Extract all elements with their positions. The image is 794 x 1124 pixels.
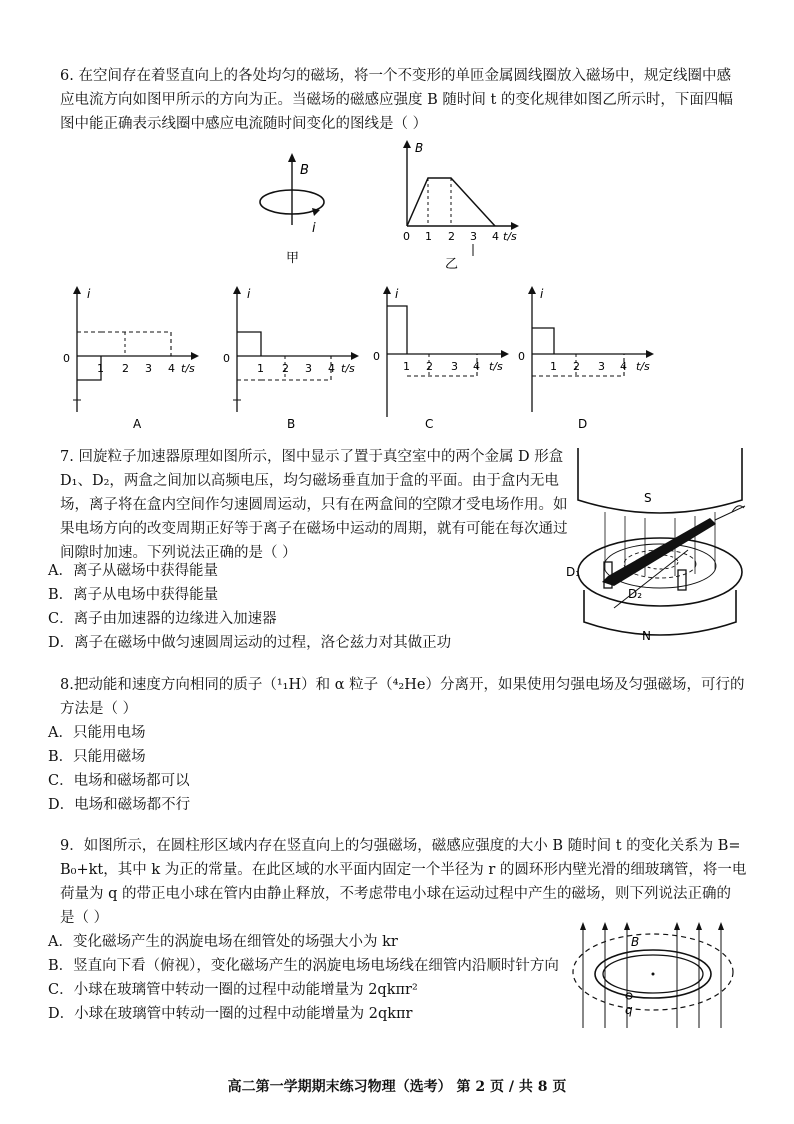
chart-d-tick-2: 2	[573, 360, 580, 373]
chart-c-y-label: i	[395, 287, 399, 301]
chart-a-tick-4: 4	[168, 362, 175, 375]
q6-chart-c	[365, 282, 525, 432]
q6-chart-b	[215, 282, 375, 432]
q6-chart-d	[510, 282, 670, 432]
ring-q-label: q	[625, 1003, 633, 1017]
chart-b-tick-3: 3	[305, 362, 312, 375]
q8-option-c[interactable]: C．电场和磁场都可以	[48, 773, 190, 789]
question-7-stem	[60, 445, 568, 565]
q6-line-1: 6. 在空间存在着竖直向上的各处均匀的磁场，将一个不变形的单匝金属圆线圈放入磁场中，规定线圈中感	[60, 68, 731, 84]
yi-tick-1: 1	[425, 230, 432, 243]
q8-option-a[interactable]: A．只能用电场	[48, 725, 146, 741]
dee-2-label: D₂	[628, 587, 643, 601]
page-footer: 高二第一学期期末练习物理（选考） 第 2 页 / 共 8 页	[227, 1079, 567, 1095]
dee-1-label: D₁	[566, 565, 581, 579]
chart-d-label: D	[578, 417, 588, 431]
chart-c-tick-4: 4	[473, 360, 480, 373]
figure-yi	[395, 138, 525, 278]
chart-a-tick-2: 2	[122, 362, 129, 375]
q9-option-a[interactable]: A．变化磁场产生的涡旋电场在细管处的场强大小为 kr	[48, 934, 398, 950]
q7-line-5: 间隙时加速。下列说法正确的是（ ）	[60, 545, 297, 561]
q7-option-c[interactable]: C．离子由加速器的边缘进入加速器	[48, 611, 277, 627]
chart-a-y-label: i	[87, 287, 91, 301]
q7-option-a[interactable]: A．离子从磁场中获得能量	[48, 563, 218, 579]
q9-line-3: 荷量为 q 的带正电小球在管内由静止释放，不考虑带电小球在运动过程中产生的磁场，则下列说法正确的	[60, 886, 731, 902]
cyclotron-figure	[560, 440, 760, 650]
yi-tick-4: 4	[492, 230, 499, 243]
ring-field-figure	[565, 910, 740, 1045]
q9-line-2: B₀+kt，其中 k 为正的常量。在此区域的水平面内固定一个半径为 r 的圆环形内壁光滑的细玻璃管，将一电	[60, 862, 747, 878]
q7-line-2: D₁、D₂，两盒之间加以高频电压，均匀磁场垂直加于盒的平面。由于盒内无电	[60, 473, 559, 489]
q8-line-1: 8.把动能和速度方向相同的质子（¹₁H）和 α 粒子（⁴₂He）分离开，如果使用匀强电场及匀强磁场，可行的	[60, 677, 745, 693]
q9-option-d[interactable]: D．小球在玻璃管中转动一圈的过程中动能增量为 2qkπr	[48, 1006, 413, 1022]
jia-caption: 甲	[286, 251, 300, 265]
chart-d-tick-3: 3	[598, 360, 605, 373]
chart-c-x-label: t/s	[489, 360, 503, 373]
q8-line-2: 方法是（ ）	[60, 701, 138, 717]
chart-a-origin: 0	[63, 352, 70, 365]
q9-line-4: 是（ ）	[60, 910, 109, 926]
yi-b-label: B	[415, 141, 424, 155]
chart-b-x-label: t/s	[341, 362, 355, 375]
chart-b-tick-4: 4	[328, 362, 335, 375]
yi-tick-0: 0	[403, 230, 410, 243]
q7-line-3: 场，离子将在盒内空间作匀速圆周运动，只有在两盒间的空隙才受电场作用。如	[60, 497, 568, 513]
chart-c-label: C	[425, 417, 434, 431]
chart-b-tick-1: 1	[257, 362, 264, 375]
chart-b-y-label: i	[247, 287, 251, 301]
chart-a-x-label: t/s	[181, 362, 195, 375]
chart-c-tick-2: 2	[426, 360, 433, 373]
q8-option-d[interactable]: D．电场和磁场都不行	[48, 797, 191, 813]
yi-tick-3: 3	[470, 230, 477, 243]
q7-option-b[interactable]: B．离子从电场中获得能量	[48, 587, 219, 603]
yi-caption: 乙	[445, 257, 459, 272]
jia-i-label: i	[312, 221, 316, 236]
q6-chart-a	[55, 282, 215, 432]
yi-tick-2: 2	[448, 230, 455, 243]
question-8-stem	[60, 673, 745, 721]
chart-c-tick-1: 1	[403, 360, 410, 373]
chart-b-tick-2: 2	[282, 362, 289, 375]
figure-jia	[250, 150, 350, 265]
pole-n-label: N	[642, 629, 651, 643]
q7-option-d[interactable]: D．离子在磁场中做匀速圆周运动的过程，洛仑兹力对其做正功	[48, 635, 452, 651]
q7-line-1: 7. 回旋粒子加速器原理如图所示，图中显示了置于真空室中的两个金属 D 形盒	[60, 449, 564, 465]
chart-d-tick-4: 4	[620, 360, 627, 373]
chart-d-origin: 0	[518, 350, 525, 363]
q8-option-b[interactable]: B．只能用磁场	[48, 749, 146, 765]
chart-a-tick-3: 3	[145, 362, 152, 375]
chart-c-origin: 0	[373, 350, 380, 363]
q9-option-b[interactable]: B．竖直向下看（俯视），变化磁场产生的涡旋电场电场线在细管内沿顺时针方向	[48, 958, 559, 974]
q6-line-3: 图中能正确表示线圈中感应电流随时间变化的图线是（ ）	[60, 116, 428, 132]
chart-d-y-label: i	[540, 287, 544, 301]
chart-c-tick-3: 3	[451, 360, 458, 373]
chart-d-tick-1: 1	[550, 360, 557, 373]
chart-a-label: A	[133, 417, 142, 431]
chart-a-tick-1: 1	[97, 362, 104, 375]
q9-line-1: 9．如图所示，在圆柱形区域内存在竖直向上的匀强磁场，磁感应强度的大小 B 随时间 t 的变化关系为 B=	[60, 838, 741, 854]
chart-d-x-label: t/s	[636, 360, 650, 373]
chart-b-origin: 0	[223, 352, 230, 365]
jia-b-label: B	[300, 163, 309, 178]
pole-s-label: S	[644, 491, 652, 505]
yi-x-label: t/s	[503, 230, 517, 243]
chart-b-label: B	[287, 417, 296, 431]
question-6-stem	[60, 64, 740, 136]
q7-line-4: 果电场方向的改变周期正好等于离子在磁场中运动的周期，就有可能在每次通过	[60, 521, 568, 537]
ring-b-label: B	[631, 935, 640, 949]
q9-option-c[interactable]: C．小球在玻璃管中转动一圈的过程中动能增量为 2qkπr²	[48, 982, 418, 998]
q6-line-2: 应电流方向如图甲所示的方向为正。当磁场的磁感应强度 B 随时间 t 的变化规律如图乙所示时，下面四幅	[60, 92, 733, 108]
